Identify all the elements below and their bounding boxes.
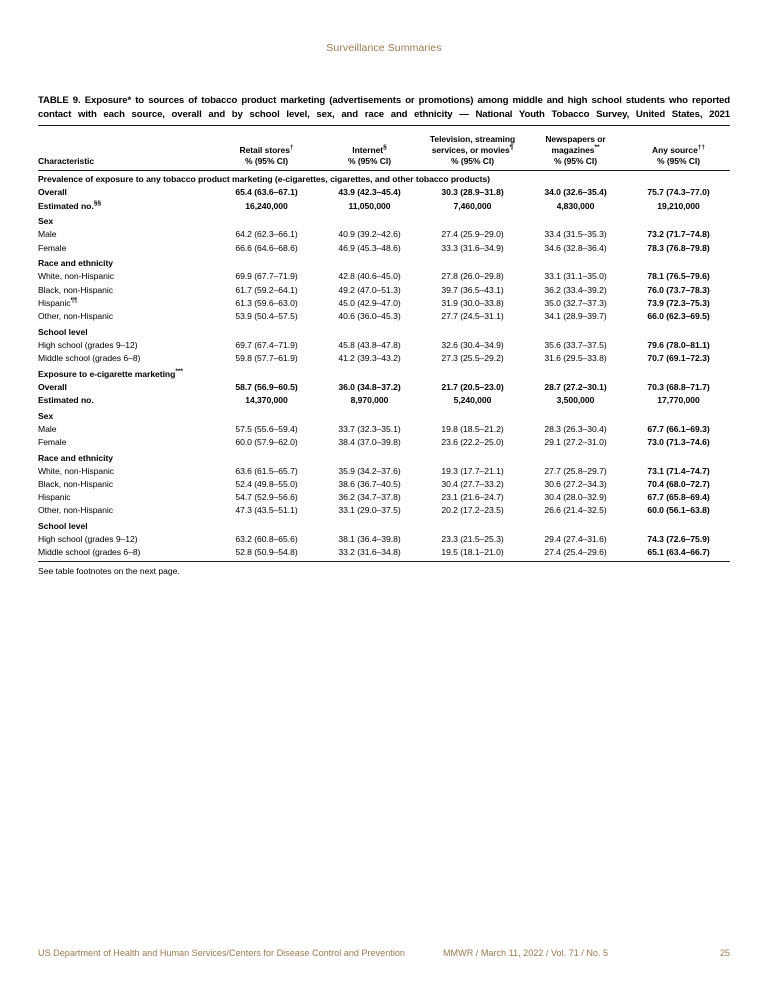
table-cell: 27.8 (26.0–29.8) [441,271,504,282]
table-cell: 33.1 (29.0–37.5) [338,505,401,515]
table-cell: 40.6 (36.0–45.3) [338,310,401,321]
table-cell: 27.4 (25.9–29.0) [441,229,504,240]
column-header-label: Internet§ [352,144,387,156]
table-cell: 27.3 (25.5–29.2) [441,352,504,363]
table-row [38,546,730,559]
table-cell: 11,050,000 [348,200,391,211]
group-label: School level [38,520,88,531]
running-head: Surveillance Summaries [326,42,442,54]
table-cell: 7,460,000 [453,200,492,211]
column-header-label: Television, streaming services, or movies¶ [429,134,516,156]
row-label: Middle school (grades 6–8) [38,352,141,363]
table-title [38,94,730,121]
table-row [38,491,730,504]
table-cell: 33.3 (31.6–34.9) [441,242,504,253]
table-cell: 38.6 (36.7–40.5) [338,478,401,489]
row-label: Middle school (grades 6–8) [38,546,141,557]
table-cell: 75.7 (74.3–77.0) [647,187,710,198]
table-cell: 61.7 (59.2–64.1) [235,284,298,295]
table-cell: 14,370,000 [245,394,288,405]
table-cell: 19.8 (18.5–21.2) [441,423,504,434]
table-cell: 17,770,000 [657,394,700,405]
table-cell: 59.8 (57.7–61.9) [235,352,298,363]
table-cell: 67.7 (65.8–69.4) [647,491,710,502]
table-group-row [38,323,730,339]
footnote-marker: § [383,144,387,152]
table-bottom-rule [38,559,730,562]
row-label: White, non-Hispanic [38,465,114,476]
row-label: High school (grades 9–12) [38,339,138,350]
row-label: Other, non-Hispanic [38,505,114,515]
table-cell: 21.7 (20.5–23.0) [441,381,504,392]
table-cell: 33.2 (31.6–34.8) [338,546,401,557]
table-cell: 45.8 (43.8–47.8) [338,339,401,350]
table-row [38,339,730,352]
table-cell: 73.0 (71.3–74.6) [647,436,710,447]
table-cell: 69.9 (67.7–71.9) [235,271,298,282]
table-cell: 19,210,000 [657,200,700,211]
table-group-row [38,213,730,229]
table-cell: 67.7 (66.1–69.3) [647,423,710,434]
row-label: Female [38,436,67,447]
table-row [38,436,730,449]
table-cell: 43.9 (42.3–45.4) [338,187,401,198]
table-cell: 69.7 (67.4–71.9) [235,339,298,350]
table-cell: 38.4 (37.0–39.8) [338,436,401,447]
table-group-row [38,517,730,533]
table-row [38,504,730,517]
table-row [38,242,730,255]
table-cell: 36.2 (33.4–39.2) [544,284,607,295]
table-cell: 23.3 (21.5–25.3) [441,533,504,544]
table-cell: 30.3 (28.9–31.8) [441,187,504,198]
table-footnote-note: See table footnotes on the next page. [38,566,180,577]
row-label: Black, non-Hispanic [38,284,113,295]
table-cell: 34.0 (32.6–35.4) [544,187,607,198]
table-cell: 27.7 (24.5–31.1) [441,310,504,321]
table-cell: 73.2 (71.7–74.8) [647,229,710,240]
column-header-label: Characteristic [38,155,94,166]
table-cell: 63.6 (61.5–65.7) [235,465,298,476]
table-cell: 23.1 (21.6–24.7) [441,491,504,502]
column-header-5 [627,129,730,170]
footnote-marker: † [289,144,294,152]
table-cell: 76.0 (73.7–78.3) [647,284,710,295]
group-label: Race and ethnicity [38,258,114,269]
table-cell: 46.9 (45.3–48.6) [338,242,401,253]
table-cell: 30.6 (27.2–34.3) [544,478,607,489]
section-label: Prevalence of exposure to any tobacco product marketing (e-cigarettes, cigarettes, and other tobacco products) [38,174,490,185]
footnote-marker: ¶¶ [70,296,78,304]
table-cell: 20.2 (17.2–23.5) [441,505,504,515]
footnote-marker: ** [594,144,600,152]
table-cell: 54.7 (52.9–56.6) [235,491,298,502]
table-cell: 70.7 (69.1–72.3) [647,352,710,363]
table-row [38,271,730,284]
table-row [38,229,730,242]
table-cell: 19.5 (18.1–21.0) [441,546,504,557]
table-row [38,465,730,478]
table-row [38,297,730,310]
table-cell: 57.5 (55.6–59.4) [235,423,298,434]
footnote-marker: §§ [93,199,101,207]
table-cell: 47.3 (43.5–51.1) [235,505,298,515]
table-group-row [38,449,730,465]
table-cell: 45.0 (42.9–47.0) [338,297,401,308]
table-cell: 33.4 (31.5–35.3) [544,229,607,240]
table-cell: 65.1 (63.4–66.7) [647,546,710,557]
table-cell: 5,240,000 [453,394,492,405]
page-footer [38,946,730,960]
exposure-data-table [38,125,730,562]
table-cell: 70.4 (68.0–72.7) [647,478,710,489]
table-cell: 64.2 (62.3–66.1) [235,229,298,240]
table-cell: 32.6 (30.4–34.9) [441,339,504,350]
footnote-marker: *** [175,367,183,375]
group-label: School level [38,326,88,337]
column-header-4 [524,129,627,170]
table-cell: 16,240,000 [245,200,288,211]
column-header-2 [318,129,421,170]
table-cell: 33.1 (31.1–35.0) [544,271,607,282]
section-label: Exposure to e-cigarette marketing*** [38,367,183,379]
table-foot [38,559,730,562]
table-group-row [38,255,730,271]
table-cell: 52.4 (49.8–55.0) [235,478,298,489]
row-label: Hispanic [38,491,71,502]
row-label: White, non-Hispanic [38,271,114,282]
table-cell: 28.7 (27.2–30.1) [544,381,607,392]
table-cell: 35.0 (32.7–37.3) [544,297,607,308]
table-cell: 40.9 (39.2–42.6) [338,229,401,240]
table-cell: 23.6 (22.2–25.0) [441,436,504,447]
table-cell: 34.6 (32.8–36.4) [544,242,607,253]
table-row [38,187,730,200]
group-label: Race and ethnicity [38,452,114,463]
row-label: Estimated no.§§ [38,199,101,211]
column-header-characteristic [38,129,215,170]
table-group-row [38,407,730,423]
table-cell: 3,500,000 [556,394,595,405]
footer-citation: MMWR / March 11, 2022 / Vol. 71 / No. 5 [442,948,609,958]
table-cell: 39.7 (36.5–43.1) [441,284,504,295]
table-cell: 61.3 (59.6–63.0) [235,297,298,308]
table-title-line-1: TABLE 9. Exposure* to sources of tobacco product marketing (advertisements or promotions) among middle and high school students who [38,95,688,106]
table-cell: 29.1 (27.2–31.0) [544,436,607,447]
row-label: Black, non-Hispanic [38,478,113,489]
table-cell: 52.8 (50.9–54.8) [235,546,298,557]
row-label: Overall [38,187,67,198]
table-cell: 27.4 (25.4–29.6) [544,546,607,557]
column-header-subunit: % (95% CI) [657,155,700,166]
table-header-row [38,129,730,170]
column-header-subunit: % (95% CI) [245,155,288,166]
table-cell: 58.7 (56.9–60.5) [235,381,298,392]
row-label: Other, non-Hispanic [38,310,114,321]
footnote-marker: ¶ [509,144,514,152]
table-cell: 65.4 (63.6–67.1) [235,187,298,198]
group-label: Sex [38,216,54,227]
column-header-subunit: % (95% CI) [348,155,391,166]
row-label: Hispanic¶¶ [38,296,78,308]
group-label: Sex [38,410,54,421]
table-row [38,352,730,365]
row-label: Overall [38,381,67,392]
column-header-1 [215,129,318,170]
table-cell: 34.1 (28.9–39.7) [544,310,607,321]
table-cell: 53.9 (50.4–57.5) [235,310,298,321]
row-label: Female [38,242,67,253]
table-row [38,478,730,491]
table-row [38,200,730,213]
table-cell: 73.9 (72.3–75.3) [647,297,710,308]
table-section-row [38,365,730,381]
table-cell: 33.7 (32.3–35.1) [338,423,401,434]
table-cell: 60.0 (56.1–63.8) [647,505,710,515]
table-cell: 36.0 (34.8–37.2) [338,381,401,392]
table-section-row [38,170,730,186]
table-title-line-2: reported contact with each source, overall and by school level, sex, and race and ethnicity — National Youth Tobacco Survey, United States, 2021 [38,95,730,120]
footer-agency: US Department of Health and Human Services/Centers for Disease Control and Prevention [38,948,405,958]
row-label: Male [38,423,57,434]
column-header-label: Newspapers or magazines** [545,134,606,156]
table-cell: 30.4 (27.7–33.2) [441,478,504,489]
table-cell: 78.1 (76.5–79.6) [647,271,710,282]
table-cell: 73.1 (71.4–74.7) [647,465,710,476]
table-cell: 38.1 (36.4–39.8) [338,533,401,544]
table-head [38,126,730,171]
table-cell: 60.0 (57.9–62.0) [235,436,298,447]
table-cell: 35.6 (33.7–37.5) [544,339,607,350]
table-cell: 79.6 (78.0–81.1) [647,339,710,350]
table-cell: 27.7 (25.8–29.7) [544,465,607,476]
table-body [38,170,730,559]
table-row [38,381,730,394]
row-label: Estimated no. [38,394,94,405]
column-header-label: Retail stores† [239,144,294,156]
table-cell: 36.2 (34.7–37.8) [338,491,401,502]
table-cell: 74.3 (72.6–75.9) [647,533,710,544]
column-header-subunit: % (95% CI) [451,155,494,166]
table-cell: 66.6 (64.6–68.6) [235,242,298,253]
page-number: 25 [719,948,730,958]
table-row [38,423,730,436]
table-row [38,394,730,407]
table-cell: 49.2 (47.0–51.3) [338,284,401,295]
table-cell: 31.9 (30.0–33.8) [441,297,504,308]
table-cell: 35.9 (34.2–37.6) [338,465,401,476]
table-cell: 78.3 (76.8–79.8) [647,242,710,253]
table-cell: 42.8 (40.6–45.0) [338,271,401,282]
table-cell: 66.0 (62.3–69.5) [647,310,710,321]
table-cell: 31.6 (29.5–33.8) [544,352,607,363]
column-header-3 [421,129,524,170]
table-cell: 28.3 (26.3–30.4) [544,423,607,434]
table-row [38,284,730,297]
table-row [38,310,730,323]
table-cell: 63.2 (60.8–65.6) [235,533,298,544]
row-label: Male [38,229,57,240]
table-cell: 4,830,000 [556,200,595,211]
table-cell: 70.3 (68.8–71.7) [647,381,710,392]
row-label: High school (grades 9–12) [38,533,138,544]
table-cell: 8,970,000 [350,394,389,405]
table-row [38,533,730,546]
footnote-marker: †† [697,144,706,152]
table-cell: 30.4 (28.0–32.9) [544,491,607,502]
table-cell: 29.4 (27.4–31.6) [544,533,607,544]
table-cell: 26.6 (21.4–32.5) [544,505,607,515]
table-cell: 41.2 (39.3–43.2) [338,352,401,363]
column-header-subunit: % (95% CI) [554,155,597,166]
column-header-label: Any source†† [651,144,706,156]
table-cell: 19.3 (17.7–21.1) [441,465,504,476]
